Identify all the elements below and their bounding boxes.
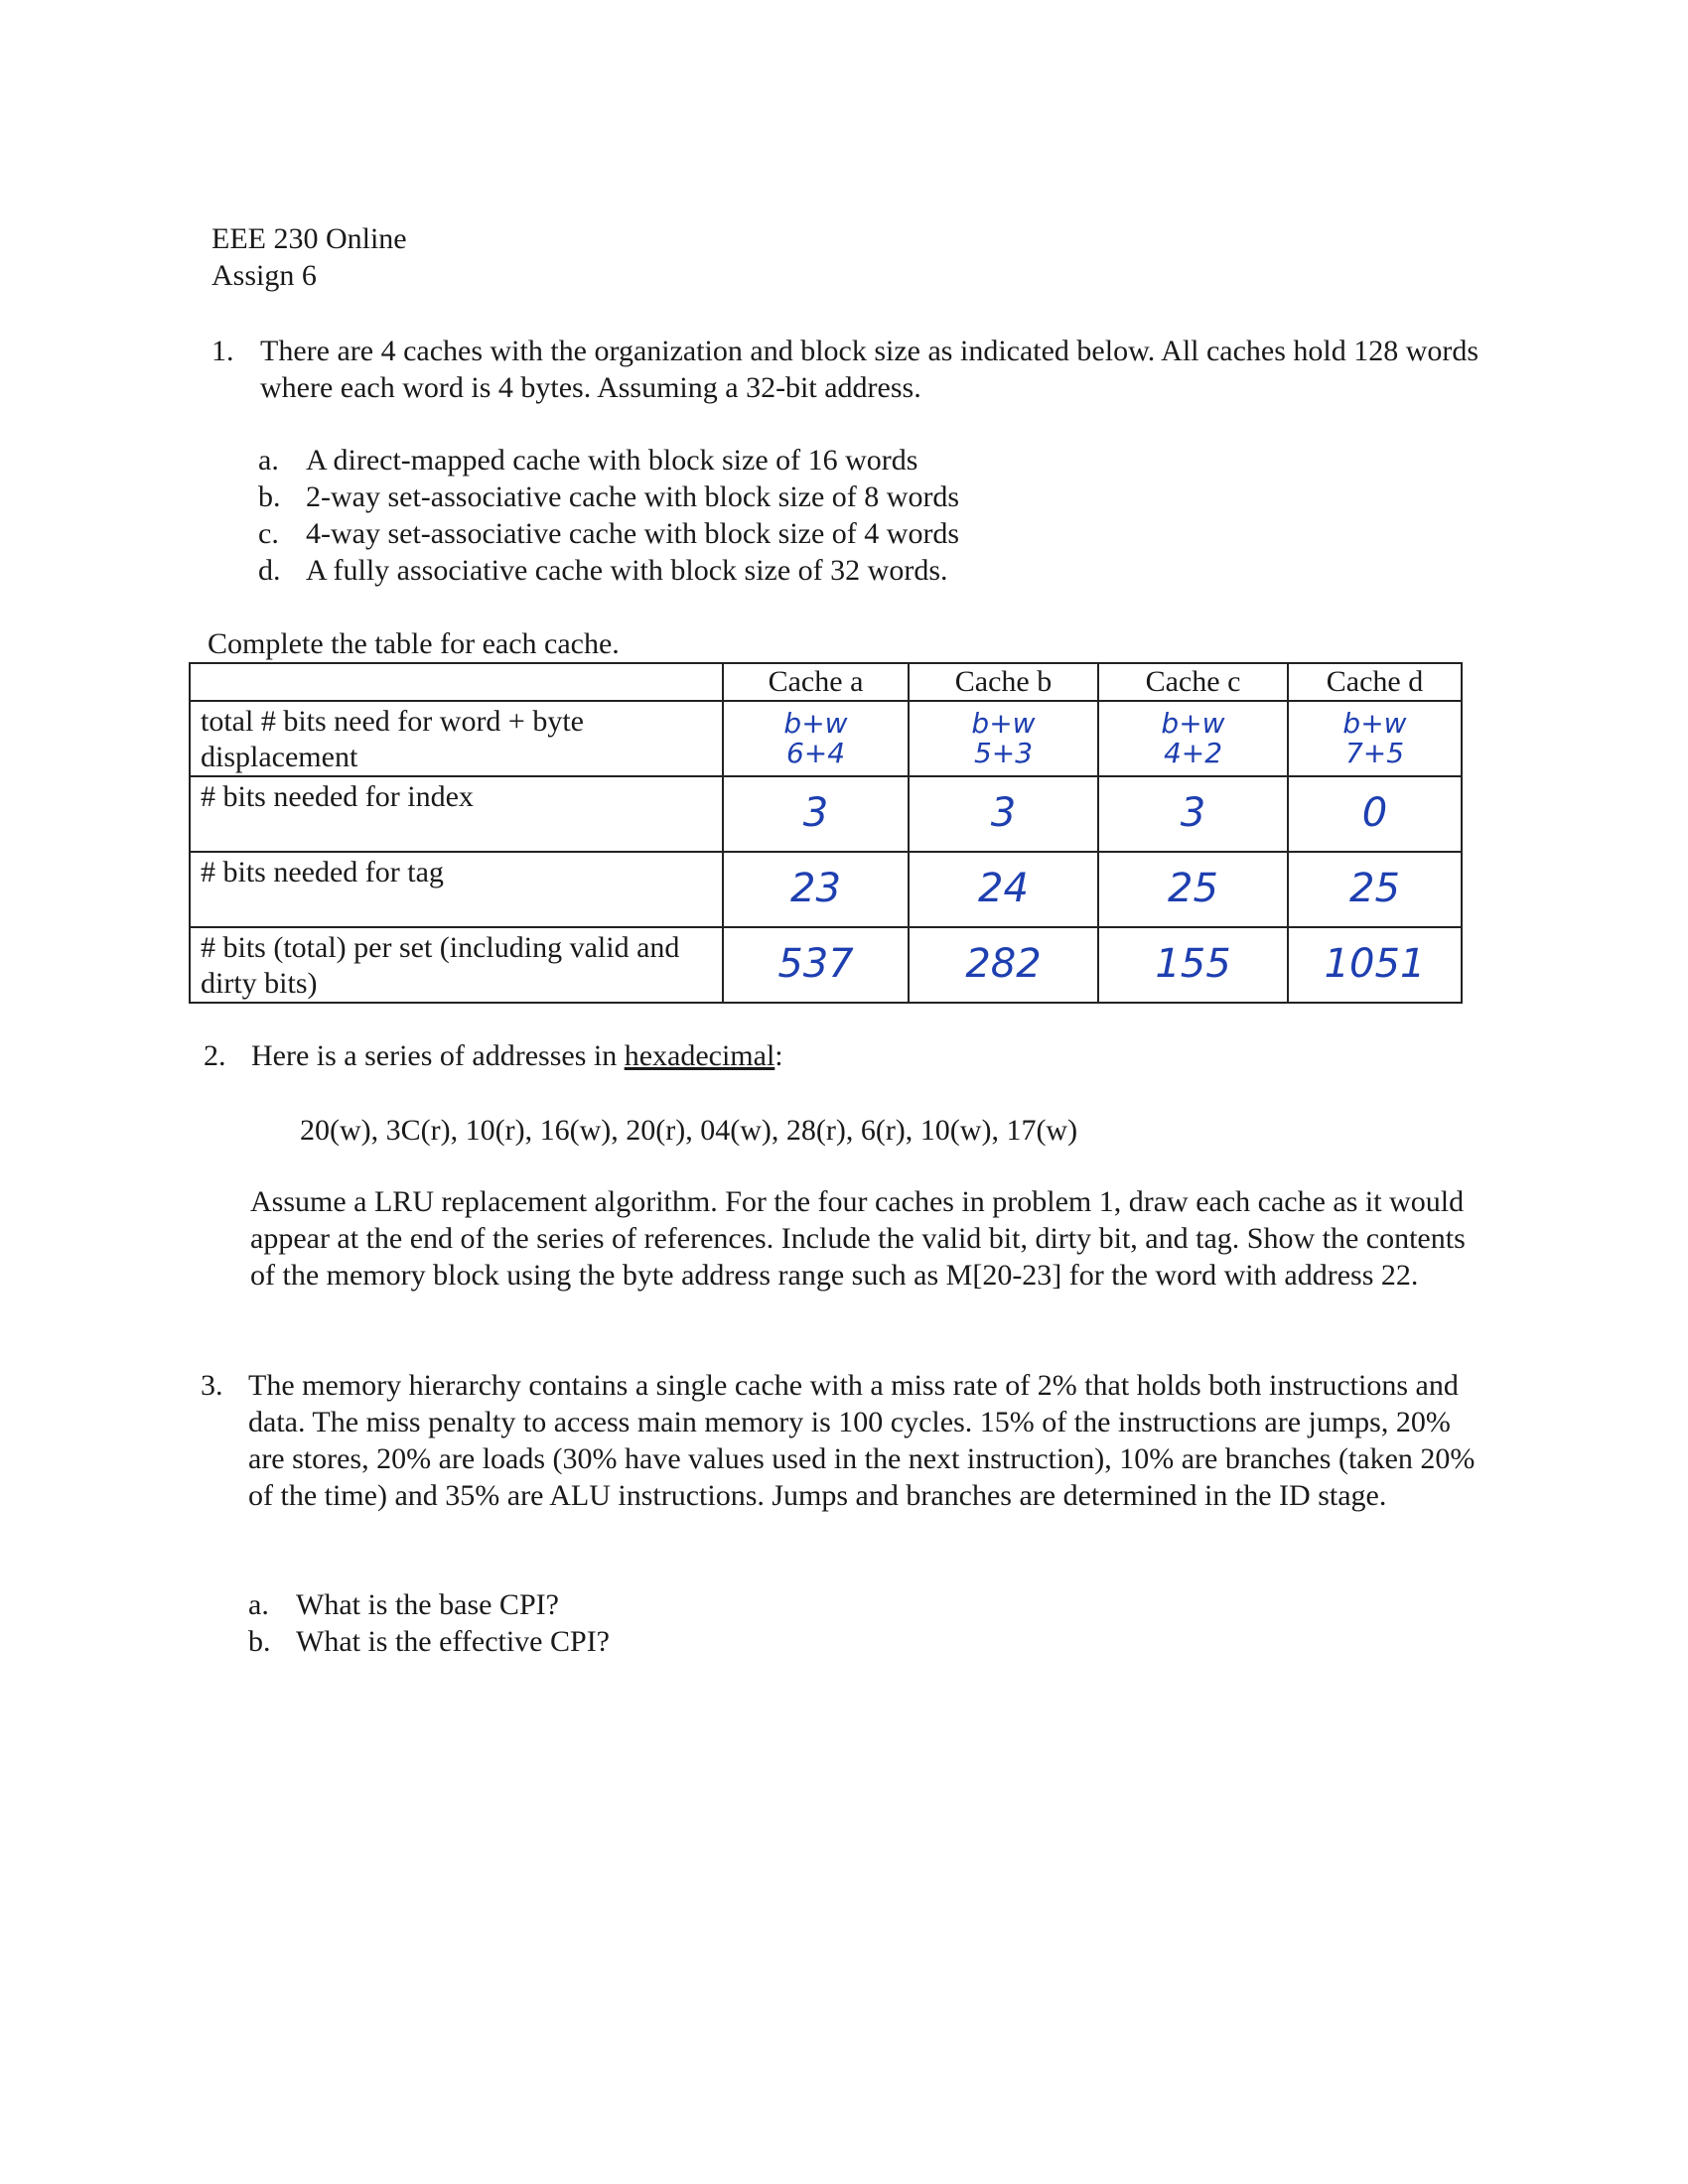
handwritten-answer: 3: [1180, 790, 1206, 836]
table-row: [190, 852, 1462, 927]
option-letter: b.: [258, 480, 281, 513]
row-label: # bits needed for tag: [190, 852, 723, 927]
q1-number: 1.: [211, 335, 234, 367]
answer-cell: [723, 776, 909, 852]
handwritten-answer: 25: [1168, 866, 1218, 911]
handwritten-answer: 3: [990, 790, 1017, 836]
handwritten-answer: 23: [790, 866, 841, 911]
q2-intro-underlined: hexadecimal: [624, 1039, 775, 1072]
table-row: [190, 776, 1462, 852]
answer-cell: [1288, 776, 1462, 852]
q2-intro: [251, 1037, 783, 1074]
answer-cell: [723, 927, 909, 1003]
cache-table: [189, 662, 1463, 1004]
handwritten-answer: 7+5: [1344, 737, 1405, 769]
row-label: # bits needed for index: [190, 776, 723, 852]
q3-text: The memory hierarchy contains a single cache with a miss rate of 2% that holds both instructions and data. The miss penalty to access main memory is 100 cycles. 15% of the instructions are jumps, 20% are stores, 20% are loads (30% have values used in the next instruction), 10% are branches (taken 20% of the time) and 35% are ALU instructions. Jumps and branches are determined in the ID stage.: [248, 1369, 1476, 1512]
q2-intro-text: Here is a series of addresses in: [251, 1039, 625, 1072]
option-letter: c.: [258, 517, 279, 550]
q1-option-c: [258, 515, 959, 552]
course-title: EEE 230 Online: [211, 222, 407, 255]
part-letter: b.: [248, 1625, 271, 1658]
option-text: 2-way set-associative cache with block size of 8 words: [306, 480, 960, 513]
handwritten-answer: b+w: [971, 707, 1036, 740]
handwritten-answer: 1051: [1324, 941, 1426, 987]
row-label: # bits (total) per set (including valid and dirty bits): [190, 927, 723, 1003]
address-series: 20(w), 3C(r), 10(r), 16(w), 20(r), 04(w), 28(r), 6(r), 10(w), 17(w): [300, 1114, 1078, 1147]
handwritten-answer: 537: [777, 941, 854, 987]
q1-text: There are 4 caches with the organization and block size as indicated below. All caches hold 128 words where each word is 4 bytes. Assuming a 32-bit address.: [260, 335, 1479, 404]
answer-cell: [1098, 776, 1288, 852]
answer-cell: [1098, 701, 1288, 776]
q1-option-a: [258, 442, 917, 478]
table-header-cache-a: Cache a: [723, 663, 909, 701]
q1-option-b: [258, 478, 959, 515]
q3-part-b: [248, 1623, 610, 1660]
handwritten-answer: b+w: [1342, 707, 1407, 740]
handwritten-answer: 3: [802, 790, 829, 836]
option-text: 4-way set-associative cache with block size of 4 words: [306, 517, 960, 550]
part-letter: a.: [248, 1588, 269, 1621]
answer-cell: [723, 852, 909, 927]
answer-cell: [909, 927, 1098, 1003]
answer-cell: [909, 852, 1098, 927]
q1-option-d: [258, 552, 948, 589]
handwritten-answer: 282: [965, 941, 1042, 987]
answer-cell: [723, 701, 909, 776]
q2-number: 2.: [204, 1039, 226, 1072]
answer-cell: [1098, 852, 1288, 927]
table-header-cache-c: Cache c: [1098, 663, 1288, 701]
answer-cell: [1288, 701, 1462, 776]
row-label: total # bits need for word + byte displacement: [190, 701, 723, 776]
answer-cell: [1098, 927, 1288, 1003]
table-header-row: [190, 663, 1462, 701]
handwritten-answer: 4+2: [1163, 737, 1223, 769]
part-text: What is the base CPI?: [296, 1588, 559, 1621]
table-row: [190, 701, 1462, 776]
answer-cell: [1288, 852, 1462, 927]
handwritten-answer: 5+3: [973, 737, 1034, 769]
option-letter: a.: [258, 444, 279, 477]
handwritten-answer: 6+4: [785, 737, 846, 769]
answer-cell: [909, 701, 1098, 776]
table-header-blank: [190, 663, 723, 701]
table-header-cache-b: Cache b: [909, 663, 1098, 701]
option-letter: d.: [258, 554, 281, 587]
q2-intro-end: :: [774, 1039, 783, 1072]
q3-part-a: [248, 1586, 559, 1623]
answer-cell: [1288, 927, 1462, 1003]
table-caption: Complete the table for each cache.: [208, 627, 620, 660]
answer-cell: [909, 776, 1098, 852]
table-row: [190, 927, 1462, 1003]
option-text: A fully associative cache with block size of 32 words.: [306, 554, 948, 587]
part-text: What is the effective CPI?: [296, 1625, 610, 1658]
option-text: A direct-mapped cache with block size of 16 words: [306, 444, 918, 477]
q2-text: Assume a LRU replacement algorithm. For the four caches in problem 1, draw each cache as it would appear at the end of the series of references. Include the valid bit, dirty bit, and tag. Show the contents of the memory block using the byte address range such as M[20-23] for the word with address 22.: [250, 1185, 1466, 1292]
table-header-cache-d: Cache d: [1288, 663, 1462, 701]
handwritten-answer: b+w: [1161, 707, 1225, 740]
assignment-title: Assign 6: [211, 259, 317, 292]
handwritten-answer: 155: [1155, 941, 1231, 987]
q3-number: 3.: [201, 1369, 223, 1402]
handwritten-answer: b+w: [783, 707, 848, 740]
handwritten-answer: 0: [1361, 790, 1388, 836]
handwritten-answer: 25: [1349, 866, 1400, 911]
handwritten-answer: 24: [978, 866, 1029, 911]
